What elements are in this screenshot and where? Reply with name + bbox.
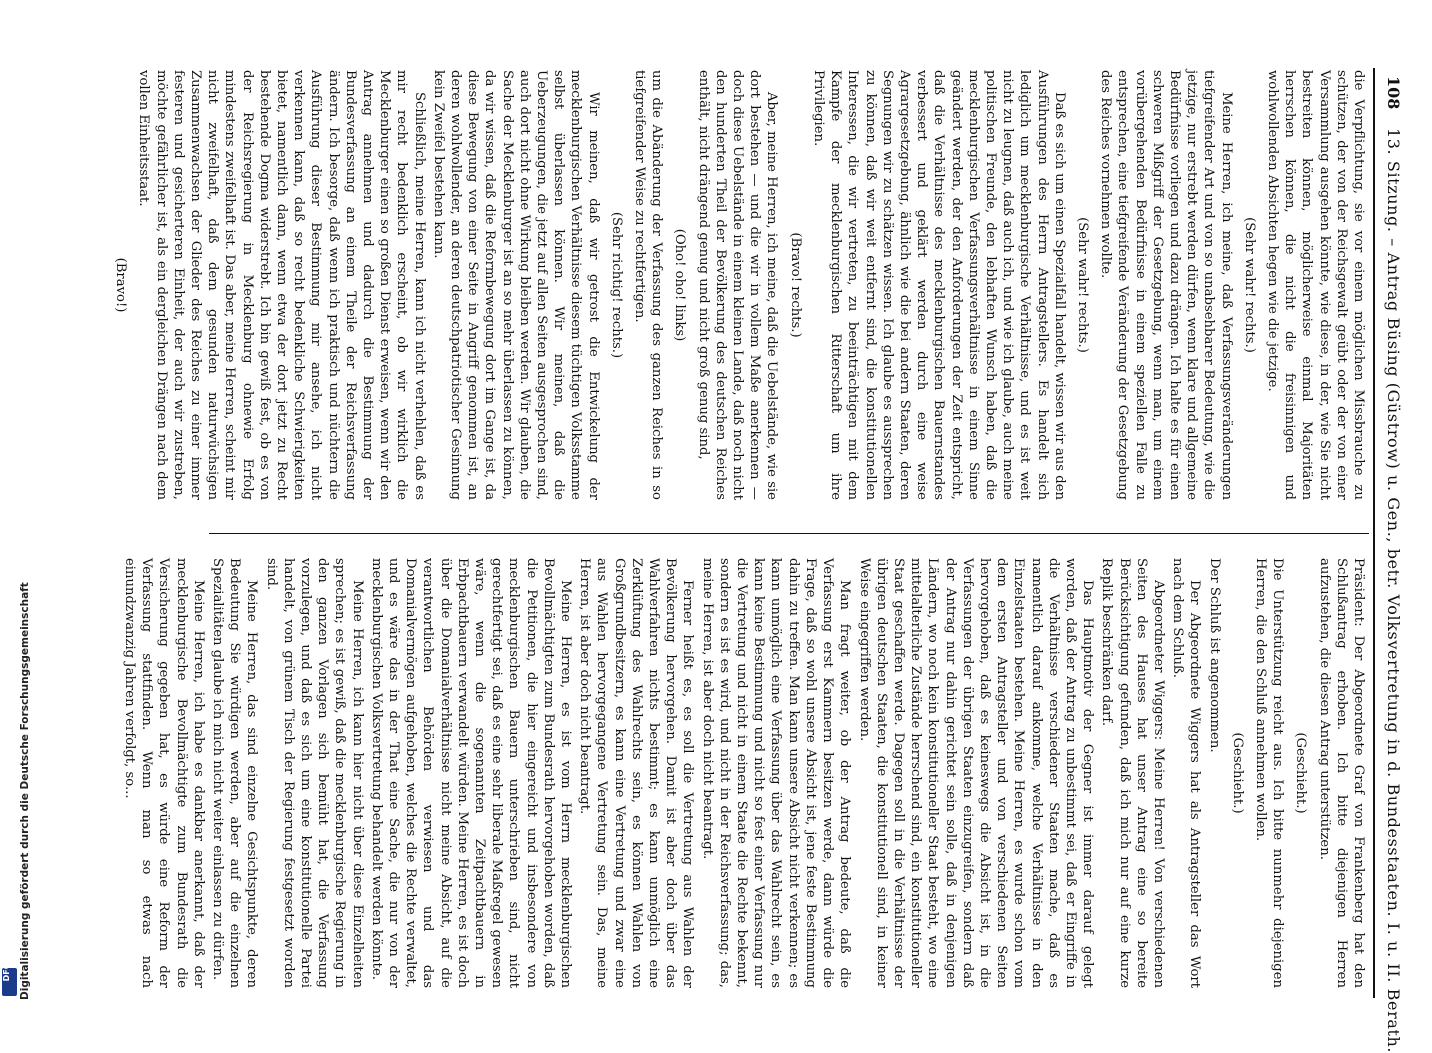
interjection: (Sehr wahr! rechts.) — [1074, 217, 1090, 353]
paragraph: Der Schluß ist angenommen. — [1206, 558, 1222, 753]
scanned-page — [105, 68, 1405, 1053]
dfg-logo-text: DFG — [2, 962, 11, 982]
paragraph: Daß es sich um einen Spezialfall handelt, wissen wir aus den Ausführungen des Herrn Antragstellers. Es handelt sich lediglich um mecklenburgische Verhältnisse, und es ist weit nicht zu leugnen, daß auch ich, und wie ich glaube, auch meine politischen Freunde, den lebhaften Wunsch haben, daß die mecklenburgischen Verfassungsverhältnisse in einem Sinne geändert werden, der den Anforderungen der Zeit entspricht, daß die Verhältnisse des mecklenburgischen Bauernstandes verbessert und geklärt werden durch eine weise Agrargesetzgebung, ähnlich wie die bei andern Staaten, deren Segnungen wir zu schätzen wissen. Ich glaube es aussprechen zu können, daß wir weit entfernt sind, die konstitutionellen Interessen, die wir vertreten, zu beeinträchtigen mit dem Kampfe der mecklenburgischen Ritterschaft um ihre Privilegien. — [810, 70, 1067, 500]
paragraph: Man fragt weiter, ob der Antrag bedeute, daß die Verfassung erst Kammern besitzen werde, dann würde die Frage, daß so wohl unsere Absicht ist, jene feste Bestimmung dahin zu treffen. Man kann unsere Absicht nicht verkennen; es kann unmöglich eine Verfassung über das Wahlrecht sein, es kann keine Bestimmung und nicht so fest einer Verfassung nur die Vertretung und nicht in einem Staate die Rechte bekennt, sondern es ist es wird, und nicht in der Reichsverfassung; das, meine Herren, ist aber doch nicht beantragt. — [699, 558, 853, 988]
paragraph: Meine Herren, das sind einzelne Gesichtspunkte, deren Bedeutung Sie würdigen werden, aber auf die einzelnen Spezialitäten glaube ich mich nicht weiter einlassen zu dürfen. — [210, 558, 260, 988]
right-text-column — [119, 558, 1367, 988]
paragraph: Abgeordneter Wiggers: Meine Herren! Von verschiedenen Seiten des Hauses hat unser Antrag eine so bereite Berücksichtigung gefunden, daß ich mich nur auf eine kurze Replik beschränken darf. — [1099, 558, 1166, 988]
paragraph: Meine Herren, ich kann hier nicht über diese Einzelheiten sprechen; es ist gewiß, daß die mecklenburgische Regierung in den ganzen Vorlagen sich bemüht hat, die Verfassung vorzulegen, und daß es sich um eine konstitutionelle Partei handelt, von grünem Tisch der Regierung festgesetzt worden sind. — [263, 558, 365, 988]
dfg-logo — [2, 962, 17, 996]
paragraph: Meine Herren, ich habe es dankbar anerkannt, daß der mecklenburgische Bevollmächtigte zum Bundesrath die Versicherung gegeben hat, es würde eine Reform der Verfassung stattfinden. Wenn man so etwas nach einundzwanzig Jahren verfolgt, so... — [121, 558, 206, 988]
running-header — [1375, 68, 1405, 1053]
paragraph: Das Hauptmotiv der Gegner ist immer darauf gelegt worden, daß der Antrag zu unbestimmt sei, daß er Eingriffe in die Verhältnisse verschiedener Staaten mache, daß es namentlich darauf ankomme, welche Verhältnisse in den Einzelstaaten bestehen. Meine Herren, es wurde schon vom dem ersten Antragsteller und von verschiedenen Seiten hervorgehoben, daß es keineswegs die Absicht ist, in die Verfassungen der übrigen Staaten einzugreifen, sondern daß der Antrag nur dahin gerichtet sein solle, daß in denjenigen Ländern, wo noch kein konstitutioneller Staat besteht, wo eine mittelalterliche Zustände herrschend sind, ein konstitutioneller Staat geschaffen werde. Dagegen soll in die Verhältnisse der übrigen deutschen Staaten, die konstitutionell sind, in keiner Weise eingegriffen werden. — [856, 558, 1096, 988]
header-rule — [1373, 68, 1375, 998]
interjection: (Oho! oho! links) — [672, 228, 688, 342]
column-divider — [209, 533, 1369, 534]
interjection: (Bravo!) — [113, 257, 129, 313]
paragraph: um die Abänderung der Verfassung des ganzen Reiches in so tiefgreifender Weise zu rechtfertigen. — [632, 70, 665, 500]
paragraph: die Verpflichtung, sie vor einem möglichen Missbrauche zu schützen, der von der Reichsgewalt geübt oder der von einer Versammlung ausgehen könnte, wie diese, in der, wie Sie nicht bestreiten können, möglicherweise einmal Majoritäten herrschen können, die nicht die freisinnigen und wohlwollenden Absichten hegen wie die jetzige. — [1264, 70, 1366, 500]
interjection: (Geschieht.) — [1229, 732, 1245, 814]
interjection: (Bravo! rechts.) — [787, 232, 803, 338]
paragraph: Meine Herren, ich meine, daß Verfassungsveränderungen tiefgreifender Art und von so unabsehbarer Bedeutung, wie die jetzige, nur erstrebt werden dürfen, wenn klare und allgemeine Bedürfnisse vorliegen und dazu drängen. Ich halte es für einen schweren Mißgriff der Gesetzgebung, wenn man, um einem vorübergehenden Bedürfnisse in einem speziellen Falle zu entsprechen, eine tiefgreifende Veränderung der Gesetzgebung des Reiches vornehmen wollte. — [1098, 70, 1234, 500]
paragraph: Der Abgeordnete Wiggers hat als Antragsteller das Wort nach dem Schluß. — [1170, 558, 1203, 988]
left-text-column — [106, 70, 1367, 500]
interjection: (Geschieht.) — [1293, 732, 1309, 814]
paragraph: Meine Herren, es ist vom Herrn mecklenburgischen Bevollmächtigten zum Bundesrath hervorgehoben worden, daß die Petitionen, die hier eingereicht und insbesondere von mecklenburgischen Bauern unterschrieben sind, nicht gerechtfertigt sei, daß es eine sehr liberale Maßregel gewesen wäre, wenn die sogenannten Zeitpachtbauern in Erbpachtbauern verwandelt würden. Meine Herren, es ist doch über die Domanialverhältnisse nicht meine Absicht, auf die verantwortlichen Behörden verwiesen und das Domanialvermögen aufgehoben, welches die Rechte verwaltet, und es wäre das in der That eine Sache, die nur von der mecklenburgischen Volksvertretung behandelt werden könnte. — [368, 558, 574, 988]
paragraph: Aber, meine Herren, ich meine, daß die Uebelstände, wie sie dort bestehen — und die wir in vollem Maße anerkennen — doch diese Uebelstände in einem kleinen Lande, daß noch nicht den hunderten Theil der Bevölkerung des deutschen Reiches enthält, nicht drängend genug und nicht groß genug sind, — [695, 70, 780, 500]
header-title: 13. Sitzung. – Antrag Büsing (Güstrow) u. Gen., betr. Volksvertretung in d. Bundesstaaten. I. u. II. Berath. — [1384, 128, 1403, 1053]
paragraph: Die Unterstützung reicht aus. Ich bitte nunmehr diejenigen Herren, die den Schluß annehmen wollen. — [1252, 558, 1286, 988]
interjection: (Sehr richtig! rechts.) — [608, 211, 624, 359]
side-note — [5, 582, 31, 1000]
page-number: 108 — [1384, 76, 1403, 110]
paragraph: Präsident: Der Abgeordnete Graf von Frankenberg hat den Schlußantrag erhoben. Ich bitte diejenigen Herren aufzustehen, die diesen Antrag unterstützen. — [1316, 558, 1366, 988]
interjection: (Sehr wahr! rechts.) — [1241, 217, 1257, 353]
paragraph: Ferner heißt es, es soll die Vertretung aus Wahlen der Bevölkerung hervorgehen. Damit ist aber doch über das Wahlverfahren nichts bestimmt; es kann unmöglich eine Zerklüftung des Wahlrechts sein, es können Wahlen von Großgrundbesitzern, es kann eine Vertretung und zwar eine aus Wahlen hervorgegangene Vertretung sein. Das, meine Herren, ist aber doch nicht beantragt. — [577, 558, 696, 988]
paragraph: Wir meinen, daß wir getrost die Entwickelung der mecklenburgischen Verhältnisse diesem tüchtigen Volksstamme selbst überlassen können. Wir meinen, daß die Ueberzeugungen, die jetzt auf allen Seiten ausgesprochen sind, auch dort nicht ohne Wirkung bleiben werden. Wir glauben, die Sache der Mecklenburger ist an so mehr überlassen zu können, da wir wissen, daß die Reformbewegung dort im Gange ist, da diese Bewegung von einer Seite in Angriff genommen ist, an deren wohlwollender, an deren deutschpatriotischer Gesinnung kein Zweifel bestehen kann. — [430, 70, 601, 500]
paragraph: Schließlich, meine Herren, kann ich nicht verhehlen, daß es mir recht bedenklich erscheint, ob wir wirklich die Mecklenburger einen so großen Dienst erweisen, wenn wir den Antrag annehmen und dadurch die Bestimmung der Bundesverfassung an einem Theile der Reichsverfassung ändern. Ich besorge, daß wenn ich praktisch und nüchtern die Ausführung dieser Bestimmung mir ansehe, ich nicht verkennen kann, daß so recht bedenkliche Schwierigkeiten bietet, namentlich dann, wenn etwa der dort jetzt zu Recht bestehende Dogma widerstrebt. Ich bin gewiß fest, ob es von der Reichsregierung in Mecklenburg ohnewie Erfolg mindestens zweifelhaft ist. Das aber, meine Herren, scheint mir nicht zweifelhaft, daß dem gesunden naturwüchsigen Zusammenwachsen der Glieder des Reiches zu einer immer festeren und gesicherteren Einheit, der auch wir zustreben, möchte gefährlicher ist, als ein dergleichen Drängen nach dem vollen Einheitsstaat. — [136, 70, 427, 500]
digitization-note: Digitalisierung gefördert durch die Deutsche Forschungsgemeinschaft — [19, 582, 31, 1000]
